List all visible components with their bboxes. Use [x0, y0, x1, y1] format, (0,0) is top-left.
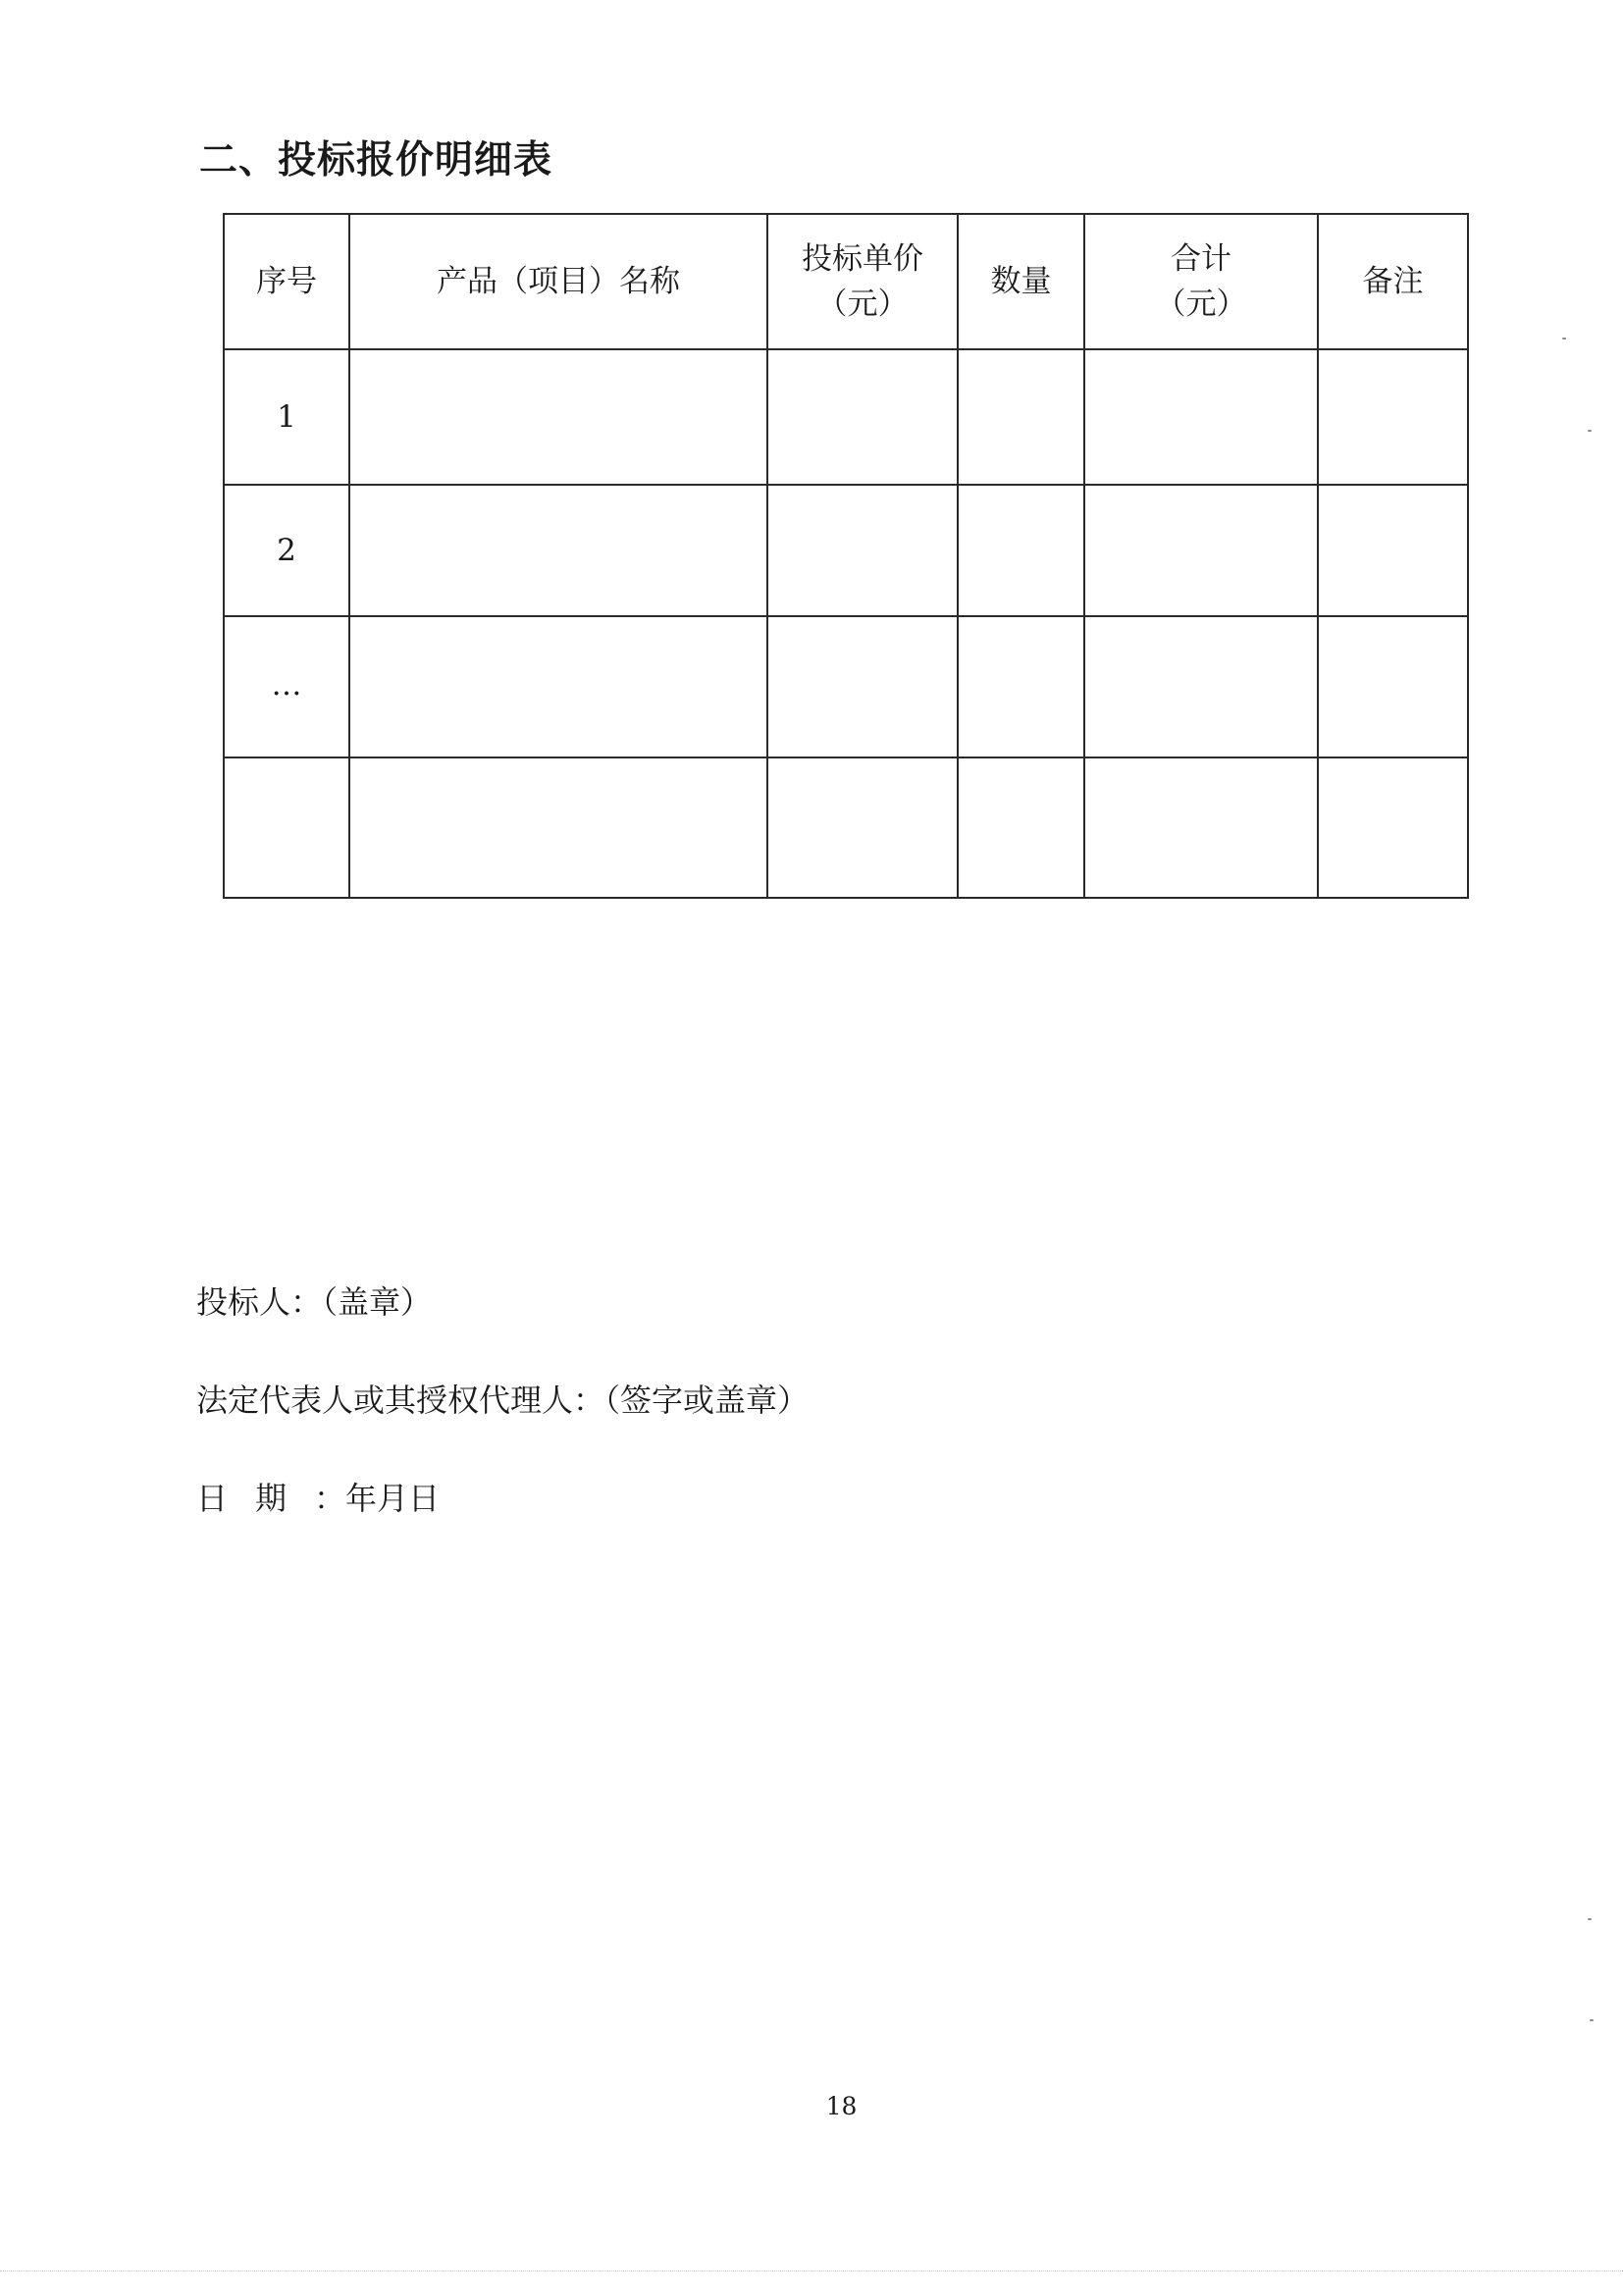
header-remark: 备注	[1318, 214, 1468, 349]
representative-signature-line: 法定代表人或其授权代理人：（签字或盖章）	[196, 1382, 810, 1419]
seq-cell: …	[224, 616, 349, 757]
quantity-cell	[958, 349, 1084, 485]
unit-price-cell	[767, 757, 958, 898]
name-cell	[349, 349, 767, 485]
unit-price-cell	[767, 485, 958, 616]
seq-cell	[224, 757, 349, 898]
table-row	[224, 616, 1468, 757]
total-cell	[1084, 616, 1318, 757]
total-cell	[1084, 485, 1318, 616]
name-cell	[349, 757, 767, 898]
scan-speck	[1588, 430, 1592, 432]
date-line	[196, 1477, 440, 1520]
seq-cell: 1	[224, 349, 349, 485]
name-cell	[349, 485, 767, 616]
remark-cell	[1318, 349, 1468, 485]
table-row	[224, 757, 1468, 898]
remark-cell	[1318, 485, 1468, 616]
seq-cell: 2	[224, 485, 349, 616]
unit-price-cell	[767, 616, 958, 757]
page-number: 18	[825, 2092, 858, 2120]
quantity-cell	[958, 485, 1084, 616]
header-unit-price: 投标单价 （元）	[767, 214, 958, 349]
table-header-row	[224, 214, 1468, 349]
total-cell	[1084, 349, 1318, 485]
bidder-seal-line: 投标人：（盖章）	[196, 1283, 433, 1321]
unit-price-cell	[767, 349, 958, 485]
table-row	[224, 349, 1468, 485]
scan-speck	[1590, 2019, 1594, 2021]
quantity-cell	[958, 616, 1084, 757]
table-row	[224, 485, 1468, 616]
scan-speck	[1588, 1918, 1592, 1920]
header-total: 合计 （元）	[1084, 214, 1318, 349]
remark-cell	[1318, 616, 1468, 757]
header-seq: 序号	[224, 214, 349, 349]
page-title: 二、投标报价明细表	[199, 138, 553, 183]
header-quantity: 数量	[958, 214, 1084, 349]
date-value: ：年月日	[314, 1480, 441, 1517]
name-cell	[349, 616, 767, 757]
quantity-cell	[958, 757, 1084, 898]
date-label: 日期	[196, 1480, 315, 1517]
bid-price-detail-table	[223, 213, 1469, 899]
scan-speck	[1562, 338, 1566, 339]
header-product-name: 产品（项目）名称	[349, 214, 767, 349]
total-cell	[1084, 757, 1318, 898]
remark-cell	[1318, 757, 1468, 898]
scan-edge-rule	[0, 2270, 1623, 2271]
